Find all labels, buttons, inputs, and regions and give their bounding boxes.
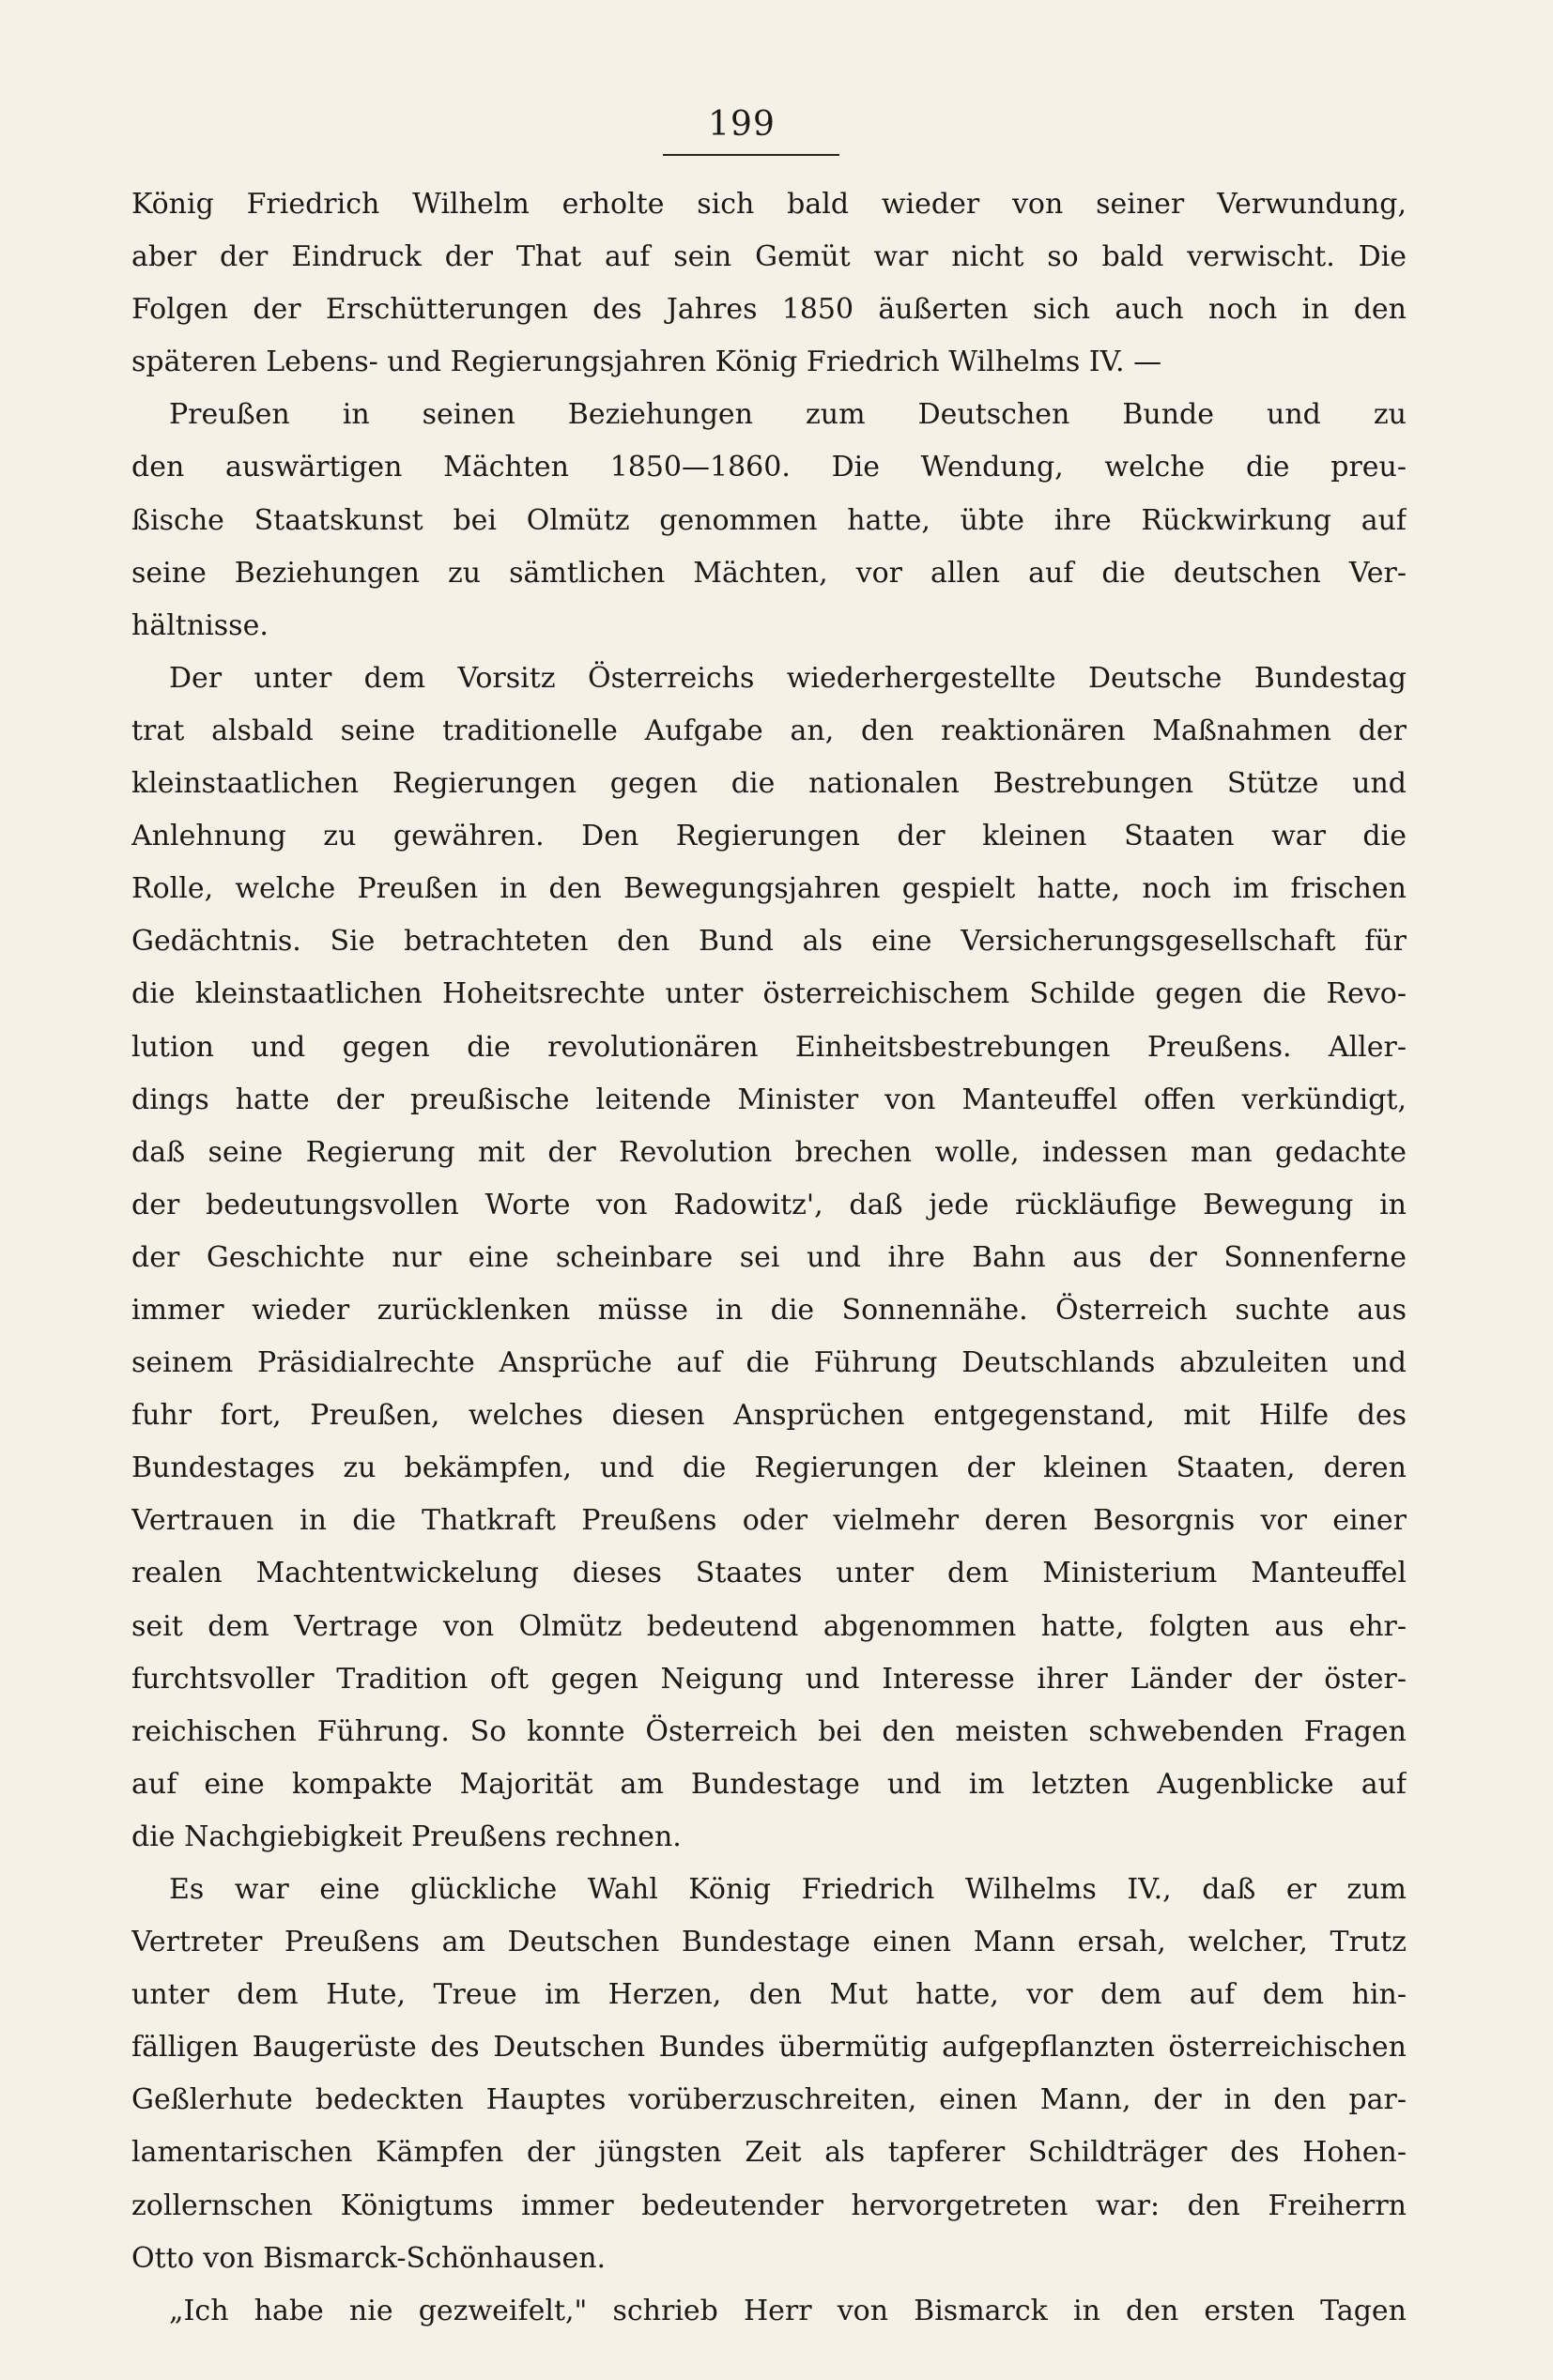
text-line: Otto von Bismarck-Schönhausen. <box>131 2241 607 2275</box>
text-line: unter dem Hute, Treue im Herzen, den Mut hatte, vor dem auf dem hin- <box>131 1978 1407 2012</box>
text-line: Anlehnung zu gewähren. Den Regierungen der kleinen Staaten war die <box>131 820 1407 853</box>
text-line: die Nachgiebigkeit Preußens rechnen. <box>131 1820 682 1853</box>
text-line: seit dem Vertrage von Olmütz bedeutend abgenommen hatte, folgten aus ehr- <box>131 1609 1407 1643</box>
text-line: daß seine Regierung mit der Revolution brechen wolle, indessen man gedachte <box>131 1135 1407 1169</box>
text-line: trat alsbald seine traditionelle Aufgabe an, den reaktionären Maßnahmen der <box>131 714 1407 747</box>
text-line: Rolle, welche Preußen in den Bewegungsjahren gespielt hatte, noch im frischen <box>131 872 1407 906</box>
text-line: späteren Lebens- und Regierungsjahren König Friedrich Wilhelms IV. — <box>131 345 1162 379</box>
text-line: realen Machtentwickelung dieses Staates unter dem Ministerium Manteuffel <box>131 1557 1407 1590</box>
text-line: Vertreter Preußens am Deutschen Bundestage einen Mann ersah, welcher, Trutz <box>131 1926 1407 1959</box>
text-line: fuhr fort, Preußen, welches diesen Ansprüchen entgegenstand, mit Hilfe des <box>131 1399 1407 1433</box>
text-line: Geßlerhute bedeckten Hauptes vorüberzuschreiten, einen Mann, der in den par- <box>131 2083 1407 2117</box>
text-line: dings hatte der preußische leitende Minister von Manteuffel offen verkündigt, <box>131 1083 1407 1116</box>
text-line: furchtsvoller Tradition oft gegen Neigung und Interesse ihrer Länder der öster- <box>131 1662 1407 1696</box>
section-heading-line: Preußen in seinen Beziehungen zum Deutschen Bunde und zu <box>169 398 1407 432</box>
text-line: der bedeutungsvollen Worte von Radowitz', daß jede rückläufige Bewegung in <box>131 1188 1407 1221</box>
text-line: den auswärtigen Mächten 1850—1860. Die Wendung, welche die preu- <box>131 451 1407 484</box>
text-line: Gedächtnis. Sie betrachteten den Bund als eine Versicherungsgesellschaft für <box>131 925 1407 959</box>
text-line: seinem Präsidialrechte Ansprüche auf die Führung Deutschlands abzuleiten und <box>131 1346 1407 1380</box>
text-line: seine Beziehungen zu sämtlichen Mächten, vor allen auf die deutschen Ver- <box>131 556 1407 590</box>
text-line: König Friedrich Wilhelm erholte sich bald wieder von seiner Verwundung, <box>131 188 1407 221</box>
text-line: Der unter dem Vorsitz Österreichs wiederhergestellte Deutsche Bundestag <box>169 661 1407 695</box>
text-line: aber der Eindruck der That auf sein Gemüt war nicht so bald verwischt. Die <box>131 240 1407 274</box>
text-line: Folgen der Erschütterungen des Jahres 1850 äußerten sich auch noch in den <box>131 293 1407 327</box>
text-line: „Ich habe nie gezweifelt," schrieb Herr von Bismarck in den ersten Tagen <box>169 2294 1407 2327</box>
page-number: 199 <box>708 105 776 144</box>
header-rule <box>663 154 839 156</box>
text-line: fälligen Baugerüste des Deutschen Bundes übermütig aufgepflanzten österreichischen <box>131 2031 1407 2065</box>
text-line: hältnisse. <box>131 608 269 642</box>
text-line: lamentarischen Kämpfen der jüngsten Zeit als tapferer Schildträger des Hohen- <box>131 2136 1407 2170</box>
body-text <box>131 178 1407 2338</box>
text-line: Vertrauen in die Thatkraft Preußens oder vielmehr deren Besorgnis vor einer <box>131 1504 1407 1538</box>
text-line: lution und gegen die revolutionären Einheitsbestrebungen Preußens. Aller- <box>131 1030 1407 1064</box>
text-line: kleinstaatlichen Regierungen gegen die nationalen Bestrebungen Stütze und <box>131 767 1407 801</box>
text-line: auf eine kompakte Majorität am Bundestage und im letzten Augenblicke auf <box>131 1767 1407 1801</box>
text-line: reichischen Führung. So konnte Österreich bei den meisten schwebenden Fragen <box>131 1714 1407 1748</box>
text-line: zollernschen Königtums immer bedeutender hervorgetreten war: den Freiherrn <box>131 2188 1407 2222</box>
text-line: immer wieder zurücklenken müsse in die Sonnennähe. Österreich suchte aus <box>131 1293 1407 1327</box>
text-line: Es war eine glückliche Wahl König Friedrich Wilhelms IV., daß er zum <box>169 1873 1407 1906</box>
text-line: Bundestages zu bekämpfen, und die Regierungen der kleinen Staaten, deren <box>131 1451 1407 1485</box>
text-line: der Geschichte nur eine scheinbare sei und ihre Bahn aus der Sonnenferne <box>131 1240 1407 1274</box>
text-line: ßische Staatskunst bei Olmütz genommen hatte, übte ihre Rückwirkung auf <box>131 503 1407 537</box>
text-line: die kleinstaatlichen Hoheitsrechte unter österreichischem Schilde gegen die Revo- <box>131 977 1407 1011</box>
